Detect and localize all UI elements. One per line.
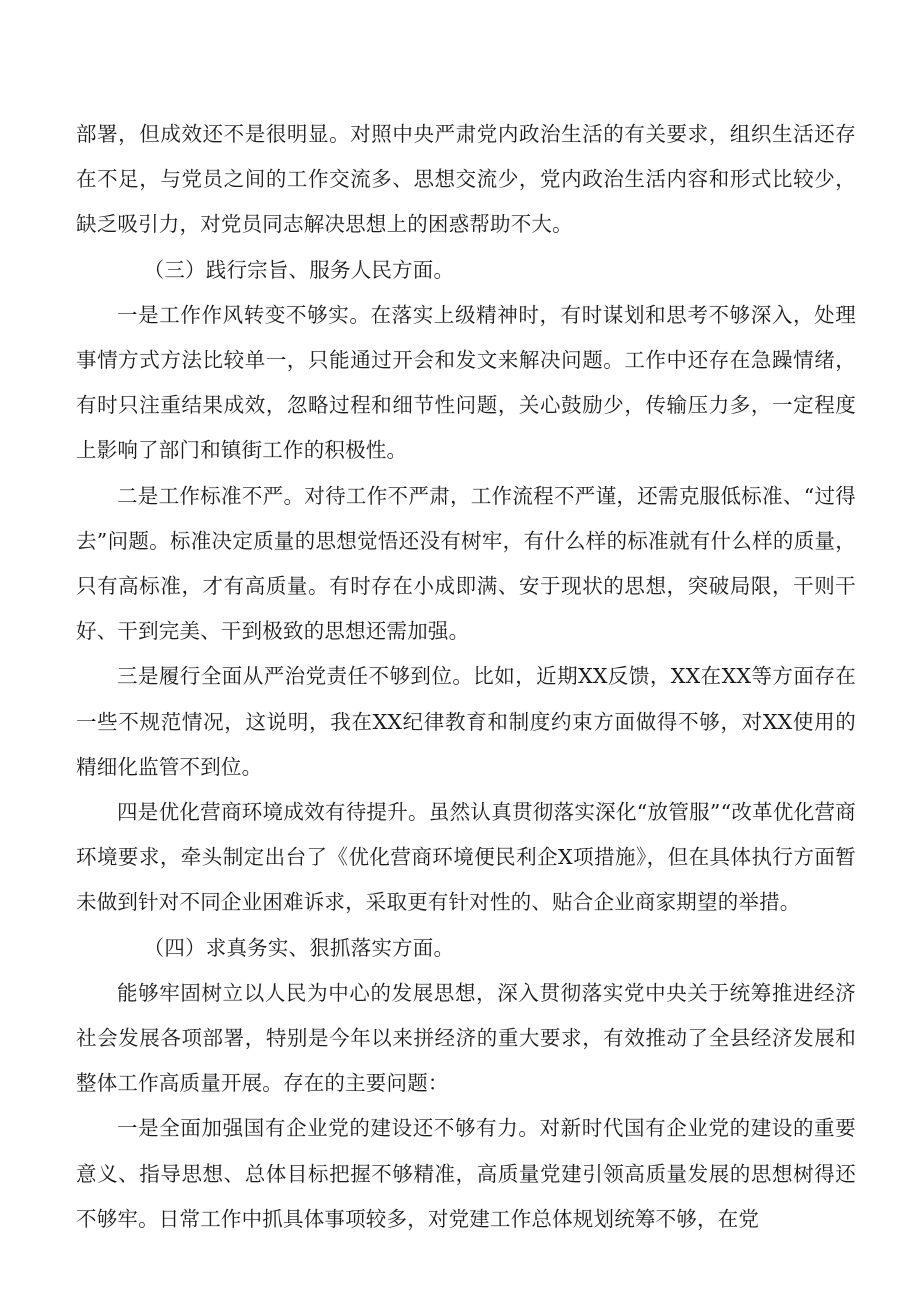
paragraph-work-style: 一是工作作风转变不够实。在落实上级精神时，有时谋划和思考不够深入，处理事情方式方法比较单一，只能通过开会和发文来解决问题。工作中还存在急躁情绪，有时只注重结果成效，忽略过程和细节性问题，关心鼓励少，传输压力多，一定程度上影响了部门和镇街工作的积极性。	[76, 302, 856, 463]
document-body	[76, 112, 856, 1242]
paragraph-party-responsibility: 三是履行全面从严治党责任不够到位。比如，近期XX反馈，XX在XX等方面存在一些不规范情况，这说明，我在XX纪律教育和制度约束方面做得不够，对XX使用的精细化监管不到位。	[76, 664, 856, 779]
paragraph-business-environment: 四是优化营商环境成效有待提升。虽然认真贯彻落实深化“放管服”“改革优化营商环境要求，牵头制定出台了《优化营商环境便民利企X项措施》，但在具体执行方面暂未做到针对不同企业困难诉求，采取更有针对性的、贴合企业商家期望的举措。	[76, 800, 856, 915]
section-heading-4: （四）求真务实、狠抓落实方面。	[143, 935, 455, 960]
paragraph-development: 能够牢固树立以人民为中心的发展思想，深入贯彻落实党中央关于统筹推进经济社会发展各项部署，特别是今年以来拼经济的重大要求，有效推动了全县经济发展和整体工作高质量开展。存在的主要问题：	[76, 980, 856, 1096]
paragraph-continuation: 部署，但成效还不是很明显。对照中央严肃党内政治生活的有关要求，组织生活还存在不足，与党员之间的工作交流多、思想交流少，党内政治生活内容和形式比较少，缺乏吸引力，对党员同志解决思想上的困惑帮助不大。	[76, 122, 856, 237]
paragraph-soe-party-building: 一是全面加强国有企业党的建设还不够有力。对新时代国有企业党的建设的重要意义、指导思想、总体目标把握不够精准，高质量党建引领高质量发展的思想树得还不够牢。日常工作中抓具体事项较多，对党建工作总体规划统筹不够，在党	[76, 1116, 856, 1231]
section-heading-3: （三）践行宗旨、服务人民方面。	[143, 257, 455, 282]
paragraph-work-standard: 二是工作标准不严。对待工作不严肃，工作流程不严谨，还需克服低标准、“过得去”问题。标准决定质量的思想觉悟还没有树牢，有什么样的标准就有什么样的质量，只有高标准，才有高质量。有时存在小成即满、安于现状的思想，突破局限，干则干好、干到完美、干到极致的思想还需加强。	[76, 483, 856, 644]
